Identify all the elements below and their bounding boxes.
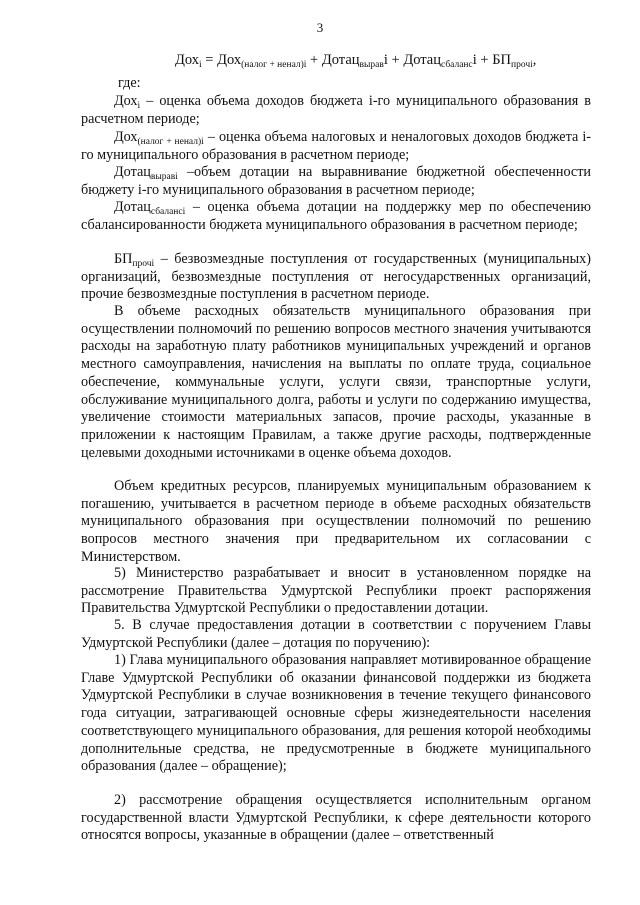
budget-formula (175, 52, 625, 69)
paragraph-item-2: 2) рассмотрение обращения осуществляется исполнительным органом государственной власти Удмуртской Республики, к сфере деятельности которого относятся вопросы, указанные в обращении (далее – ответственный (81, 792, 591, 844)
definition-text: – оценка объема дотации на поддержку мер по обеспечению сбалансированности бюджета муниципального образования в расчетном периоде; (81, 199, 591, 233)
page-number: 3 (316, 20, 324, 35)
formula-term-1-sub: (налог + ненал)i (241, 60, 307, 70)
definition-text: – оценка объема налоговых и неналоговых доходов бюджета i-го муниципального образования в расчетном периоде; (81, 129, 591, 163)
paragraph-section-5: 5. В случае предоставления дотации в соответствии с поручением Главы Удмуртской Республики (далее – дотация по поручению): (81, 617, 591, 651)
formula-term-2: Дотац (321, 52, 360, 68)
formula-equals: = (201, 52, 218, 68)
definition-term: БП (114, 251, 133, 267)
paragraph-expenses: В объеме расходных обязательств муниципального образования при осуществлении полномочий по решению вопросов местного значения учитываются расходы на заработную плату работников муниципальных учреждений и органов местного самоуправления, начисления на выплаты по оплате труда, социальное обеспечение, коммунальные услуги, услуги связи, транспортные услуги, обслуживание муниципального долга, работы и услуги по содержанию имущества, увеличение стоимости материальных запасов, прочие расходы, указанные в приложении к настоящим Правилам, а также другие расходы, подтвержденные целевыми доходными источниками в оценке объема доходов. (81, 303, 591, 461)
paragraph-credit: Объем кредитных ресурсов, планируемых муниципальным образованием к погашению, учитывается в расчетном периоде в объеме расходных обязательств муниципального образования при осуществлении полномочий по решению вопросов местного значения при предварительном их согласовании с Министерством. (81, 478, 591, 565)
formula-term-3-tail: i (472, 52, 477, 68)
definition-term-sub: (налог + ненал)i (137, 137, 204, 147)
formula-term-1: Дох (217, 52, 242, 68)
formula-term-3: Дотац (403, 52, 441, 68)
paragraph-ministry: 5) Министерство разрабатывает и вносит в установленном порядке на рассмотрение Правительства Удмуртской Республики проект распоряжения Правительства Удмуртской Республики о предоставлении дотации. (81, 565, 591, 617)
definition-text: – оценка объема доходов бюджета i-го муниципального образования в расчетном периоде; (81, 93, 591, 127)
formula-term-2-tail: i (383, 52, 388, 68)
definition-item (81, 93, 591, 128)
formula-term-4: БП (492, 52, 512, 68)
formula-lhs-sub: i (199, 60, 202, 70)
definition-text: – безвозмездные поступления от государственных (муниципальных) организаций, безвозмездные поступления от негосударственных организаций, прочие безвозмездные поступления в расчетном периоде. (81, 251, 591, 303)
formula-plus-1: + (306, 52, 322, 68)
formula-term-2-sub: вырав (359, 60, 384, 70)
formula-plus-2: + (387, 52, 404, 68)
definition-item (81, 199, 591, 234)
formula-plus-3: + (476, 52, 493, 68)
definition-item (81, 129, 591, 164)
definition-term-sub: i (137, 101, 141, 111)
formula-lhs: Дох (175, 52, 200, 68)
definition-term-sub: сбалансi (150, 207, 186, 217)
definition-term: Дох (114, 93, 138, 109)
where-label: где: (118, 75, 141, 91)
definition-item (81, 164, 591, 199)
formula-term-4-sub: прочi (511, 60, 533, 70)
definition-term: Дох (114, 129, 138, 145)
formula-term-3-sub: сбаланс (441, 60, 473, 70)
definition-term-sub: прочi (132, 259, 155, 269)
definition-text: –объем дотации на выравнивание бюджетной обеспеченности бюджету i-го муниципального образования в расчетном периоде; (81, 164, 591, 198)
definition-term: Дотац (114, 199, 151, 215)
definition-term-sub: выравi (150, 172, 178, 182)
definition-term: Дотац (114, 164, 151, 180)
paragraph-item-1: 1) Глава муниципального образования направляет мотивированное обращение Главе Удмуртской Республики об оказании финансовой поддержки из бюджета Удмуртской Республики в случае возникновения в течение текущего финансового года ситуации, затрагивающей основные сферы жизнедеятельности населения соответствующего муниципального образования, для решения которой необходимы дополнительные средства, не предусмотренные в бюджете муниципального образования (далее – обращение); (81, 652, 591, 775)
formula-end: , (532, 52, 537, 68)
definition-item (81, 251, 591, 304)
